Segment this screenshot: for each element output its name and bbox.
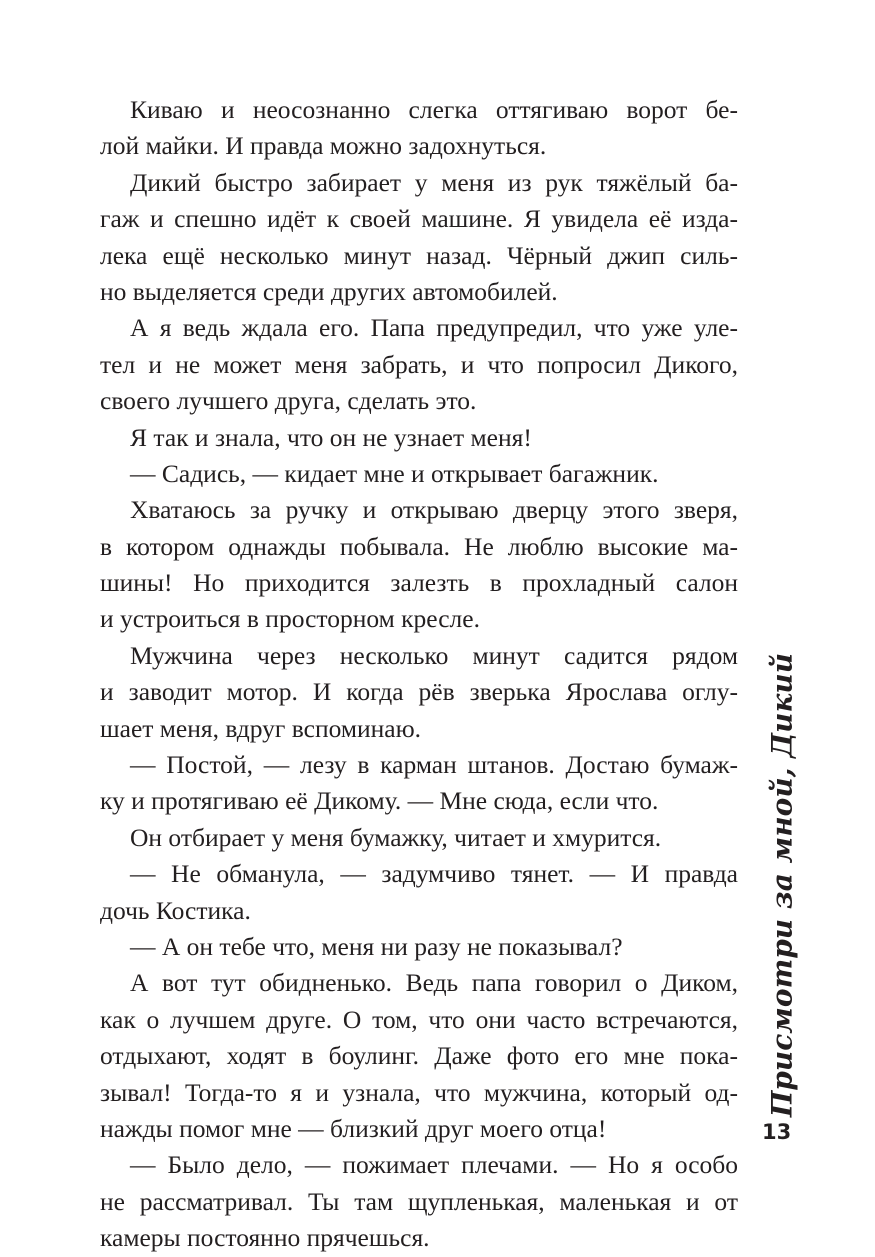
text-line: — Постой, — лезу в карман штанов. Достаю бумаж- — [130, 750, 738, 780]
text-line: — Не обманула, — задумчиво тянет. — И правда — [130, 859, 738, 889]
text-line: — Было дело, — пожимает плечами. — Но я особо — [130, 1150, 738, 1180]
text-line: дочь Костика. — [100, 895, 251, 925]
text-line: шает меня, вдруг вспоминаю. — [100, 713, 422, 743]
text-line: Я так и знала, что он не узнает меня! — [130, 422, 532, 452]
text-line: — Садись, — кидает мне и открывает багажник. — [130, 458, 659, 488]
text-line: шины! Но приходится залезть в прохладный салон — [100, 568, 738, 598]
text-line: А я ведь ждала его. Папа предупредил, что уже уле- — [130, 313, 738, 343]
text-line: нажды помог мне — близкий друг моего отца! — [100, 1113, 607, 1143]
text-line: гаж и спешно идёт к своей машине. Я увидела её изда- — [100, 204, 738, 234]
text-line: ку и протягиваю её Дикому. — Мне сюда, если что. — [100, 786, 659, 816]
text-line: камеры постоянно прячешься. — [100, 1223, 430, 1253]
body-text — [100, 92, 738, 1257]
text-line: Киваю и неосознанно слегка оттягиваю ворот бе- — [130, 95, 738, 124]
text-line: в котором однажды побывала. Не люблю высокие ма- — [100, 531, 738, 561]
running-title: Присмотри за мной, Дикий — [765, 652, 799, 1118]
text-line: Он отбирает у меня бумажку, читает и хмурится. — [130, 822, 662, 852]
text-line: своего лучшего друга, сделать это. — [100, 386, 477, 416]
text-line: тел и не может меня забрать, и что попросил Дикого, — [100, 349, 738, 379]
text-line: лой майки. И правда можно задохнуться. — [100, 131, 547, 161]
page-number: 13 — [762, 1120, 792, 1144]
text-line: и устроиться в просторном кресле. — [100, 604, 480, 634]
text-line: лека ещё несколько минут назад. Чёрный джип силь- — [100, 240, 738, 270]
text-line: Хватаюсь за ручку и открываю дверцу этого зверя, — [130, 495, 738, 525]
text-line: Дикий быстро забирает у меня из рук тяжёлый ба- — [130, 167, 738, 197]
text-line: не рассматривал. Ты там щупленькая, маленькая и от — [100, 1186, 738, 1216]
text-line: но выделяется среди других автомобилей. — [100, 276, 558, 306]
text-line: зывал! Тогда-то я и узнала, что мужчина, который од- — [100, 1077, 738, 1107]
text-line: Мужчина через несколько минут садится рядом — [130, 640, 738, 670]
text-line: как о лучшем друге. О том, что они часто встречаются, — [100, 1004, 738, 1034]
text-line: и заводит мотор. И когда рёв зверька Ярослава оглу- — [100, 677, 738, 707]
text-line: — А он тебе что, меня ни разу не показывал? — [130, 931, 623, 961]
text-line: А вот тут обидненько. Ведь папа говорил о Диком, — [130, 968, 738, 998]
text-line: отдыхают, ходят в боулинг. Даже фото его мне пока- — [100, 1041, 738, 1071]
